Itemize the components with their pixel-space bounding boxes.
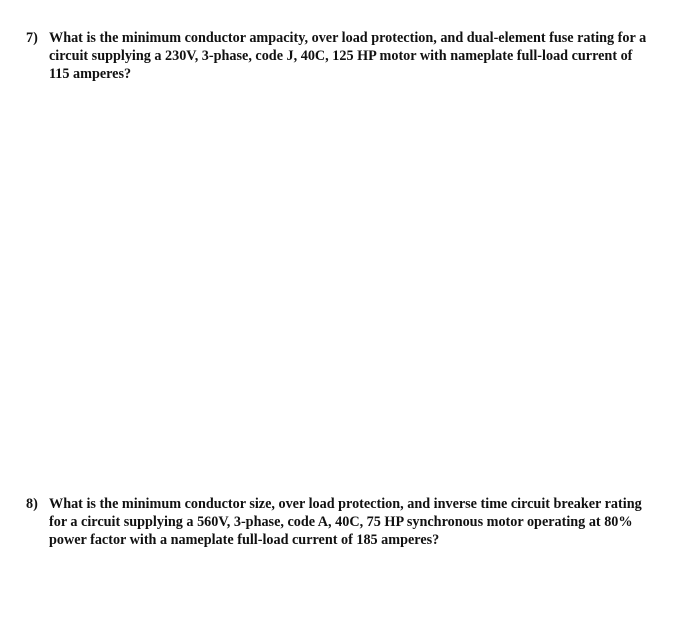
question-text-line: circuit supplying a 230V, 3-phase, code J, 40C, 125 HP motor with nameplate full-load current of — [49, 48, 633, 64]
question-text-line: What is the minimum conductor ampacity, over load protection, and dual-element fuse rating for a — [49, 30, 647, 46]
question-text — [49, 495, 642, 549]
question-text-line: for a circuit supplying a 560V, 3-phase, code A, 40C, 75 HP synchronous motor operating at 80% — [49, 514, 633, 530]
question-text-line: 115 amperes? — [49, 66, 132, 82]
question-text-line: What is the minimum conductor size, over load protection, and inverse time circuit breaker rating — [49, 496, 642, 512]
question-number: 7) — [26, 30, 38, 46]
question-text-line: power factor with a nameplate full-load current of 185 amperes? — [49, 532, 440, 548]
question-number: 8) — [26, 496, 38, 512]
question-text — [49, 29, 646, 83]
